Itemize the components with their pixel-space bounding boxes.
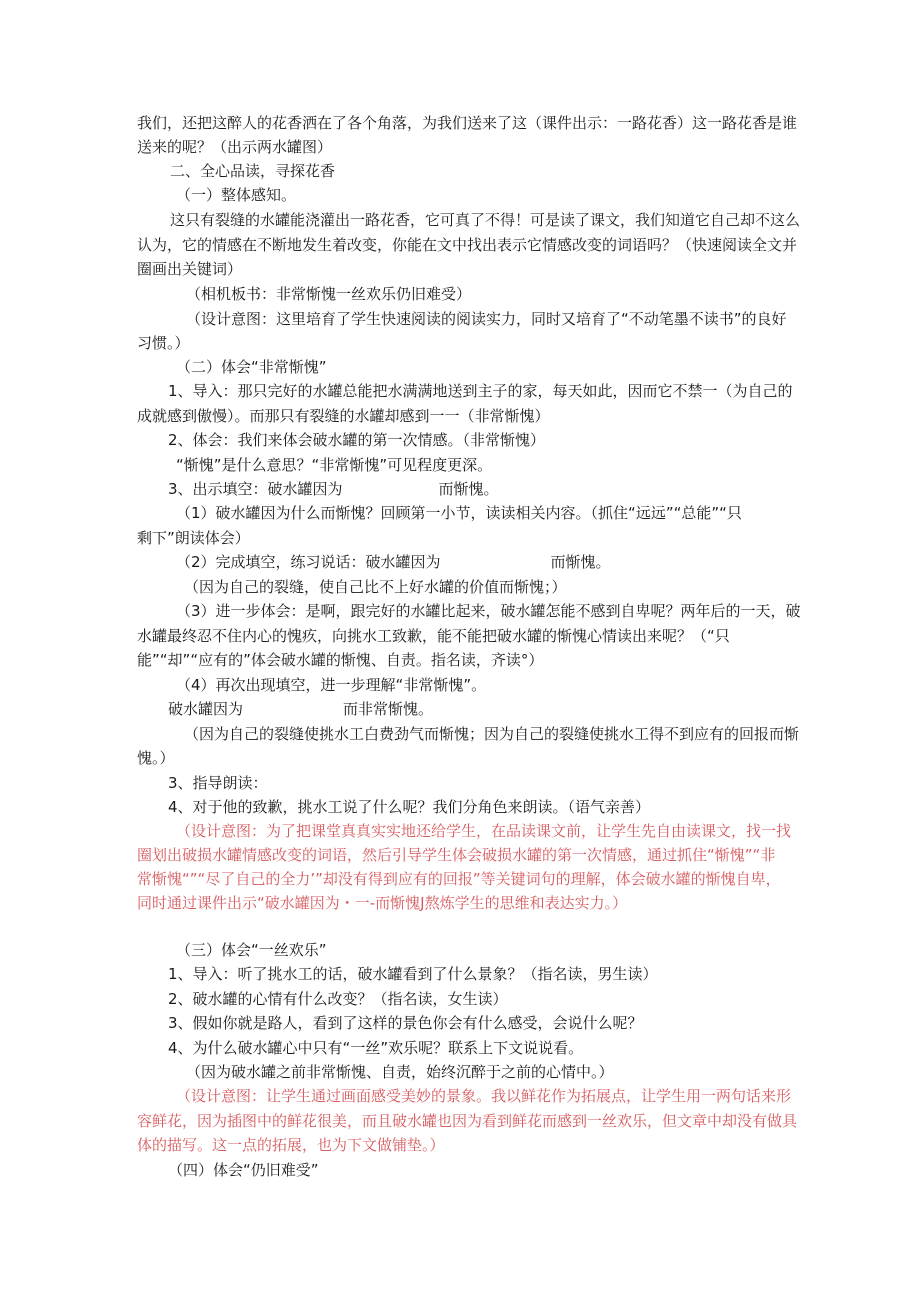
- fill-in-line: [176, 552, 611, 572]
- text-line: 愧。）: [137, 749, 175, 767]
- design-note-line: 容鲜花，因为插图中的鲜花很美，而且破水罐也因为看到鲜花而感到一丝欢乐，但文章中却没有做具: [137, 1112, 798, 1130]
- text-line: （3）进一步体会：是啊，跟完好的水罐比起来，破水罐怎能不感到自卑呢？两年后的一天，破: [176, 602, 801, 620]
- fill-in-line: [168, 479, 499, 499]
- subsection-heading: （四）体会“仍旧难受”: [168, 1161, 319, 1179]
- section-heading: 二、全心品读，寻探花香: [170, 162, 336, 180]
- text-line: 认为，它的情感在不断地发生着改变，你能在文中找出表示它情感改变的词语吗？（快速阅读全文并: [137, 236, 798, 254]
- text-line: 4、对于他的致歉，挑水工说了什么呢？我们分角色来朗读。（语气亲善）: [168, 798, 651, 816]
- text-line: 剩下”朗读体会）: [137, 529, 250, 547]
- text-line: （1）破水罐因为什么而惭愧？回顾第一小节，读读相关内容。（抓住“远远”“总能”“只: [176, 504, 742, 522]
- design-note-line: 体的描写。这一点的拓展，也为下文做铺垫。）: [137, 1136, 445, 1154]
- subsection-heading: （二）体会“非常惭愧”: [176, 358, 327, 376]
- text-line: 习惯。）: [137, 334, 190, 352]
- fill-in-prefix: 3、出示填空：破水罐因为: [168, 480, 343, 498]
- fill-in-line: [168, 699, 433, 719]
- text-line: 1、导入：听了挑水工的话，破水罐看到了什么景象？（指名读，男生读）: [168, 965, 658, 983]
- text-line: （因为破水罐之前非常惭愧、自责，始终沉醉于之前的心情中。）: [186, 1063, 614, 1081]
- text-line: “惭愧”是什么意思？“非常惭愧”可见程度更深。: [176, 456, 493, 474]
- design-note-line: （设计意图：让学生通过画面感受美妙的景象。我以鲜花作为拓展点，让学生用一两句话来形: [176, 1087, 792, 1105]
- text-line: 这只有裂缝的水罐能浇灌出一路花香，它可真了不得！可是读了课文，我们知道它自己却不这么: [170, 211, 801, 229]
- fill-in-prefix: （2）完成填空，练习说话：破水罐因为: [176, 553, 441, 571]
- fill-in-suffix: 而惭愧。: [550, 553, 611, 571]
- design-note-line: 同时通过课件出示“破水罐因为・一-而惭愧J熬炼学生的思维和表达实力。）: [137, 894, 628, 912]
- fill-in-prefix: 破水罐因为: [168, 700, 244, 718]
- subsection-heading: （一）整体感知。: [176, 186, 297, 204]
- design-note-line: 圈划出破损水罐情感改变的词语，然后引导学生体会破损水罐的第一次情感，通过抓住“惭愧”“非: [137, 846, 776, 864]
- text-line: （设计意图：这里培育了学生快速阅读的阅读实力，同时又培育了“不动笔墨不读书”的良好: [186, 310, 787, 328]
- text-line: 3、假如你就是路人，看到了这样的景色你会有什么感受，会说什么呢？: [168, 1014, 643, 1032]
- text-line: 2、破水罐的心情有什么改变？（指名读，女生读）: [168, 990, 508, 1008]
- fill-in-suffix: 而非常惭愧。: [343, 700, 434, 718]
- text-line: 送来的呢？（出示两水罐图）: [137, 138, 333, 156]
- text-line: 我们，还把这醉人的花香洒在了各个角落，为我们送来了这（课件出示：一路花香）这一路花香是谁: [137, 114, 798, 132]
- text-line: （因为自己的裂缝使挑水工白费劲气而惭愧；因为自己的裂缝使挑水工得不到应有的回报而惭: [184, 725, 800, 743]
- text-line: （因为自己的裂缝，使自己比不上好水罐的价值而惭愧；）: [184, 578, 567, 596]
- subsection-heading: （三）体会“一丝欢乐”: [176, 941, 327, 959]
- fill-in-suffix: 而惭愧。: [438, 480, 499, 498]
- design-note-line: （设计意图：为了把课堂真真实实地还给学生，在品读课文前，让学生先自由读课文，找一找: [176, 822, 792, 840]
- design-note-line: 常惭愧“”“尽了自己的全力’”却没有得到应有的回报”等关键词句的理解，体会破水罐的惭愧自卑，: [137, 870, 781, 888]
- text-line: 水罐最终忍不住内心的愧疚，向挑水工致歉，能不能把破水罐的惭愧心情读出来呢？（“只: [137, 627, 730, 645]
- text-line: 2、体会：我们来体会破水罐的第一次情感。（非常惭愧）: [168, 431, 546, 449]
- text-line: 圈画出关键词）: [137, 260, 243, 278]
- text-line: 4、为什么破水罐心中只有“一丝”欢乐呢？联系上下文说说看。: [168, 1039, 584, 1057]
- text-line: 成就感到傲慢）。而那只有裂缝的水罐却感到一一（非常惭愧）: [137, 407, 550, 425]
- text-line: （4）再次出现填空，进一步理解“非常惭愧”。: [176, 676, 487, 694]
- text-line: 1、导入：那只完好的水罐总能把水满满地送到主子的家，每天如此，因而它不禁一（为自己的: [168, 382, 793, 400]
- text-line: 能”“却”“应有的”体会破水罐的惭愧、自责。指名读，齐读°）: [137, 651, 544, 669]
- text-line: 3、指导朗读：: [168, 774, 268, 792]
- text-line: （相机板书：非常惭愧一丝欢乐仍旧难受）: [186, 285, 472, 303]
